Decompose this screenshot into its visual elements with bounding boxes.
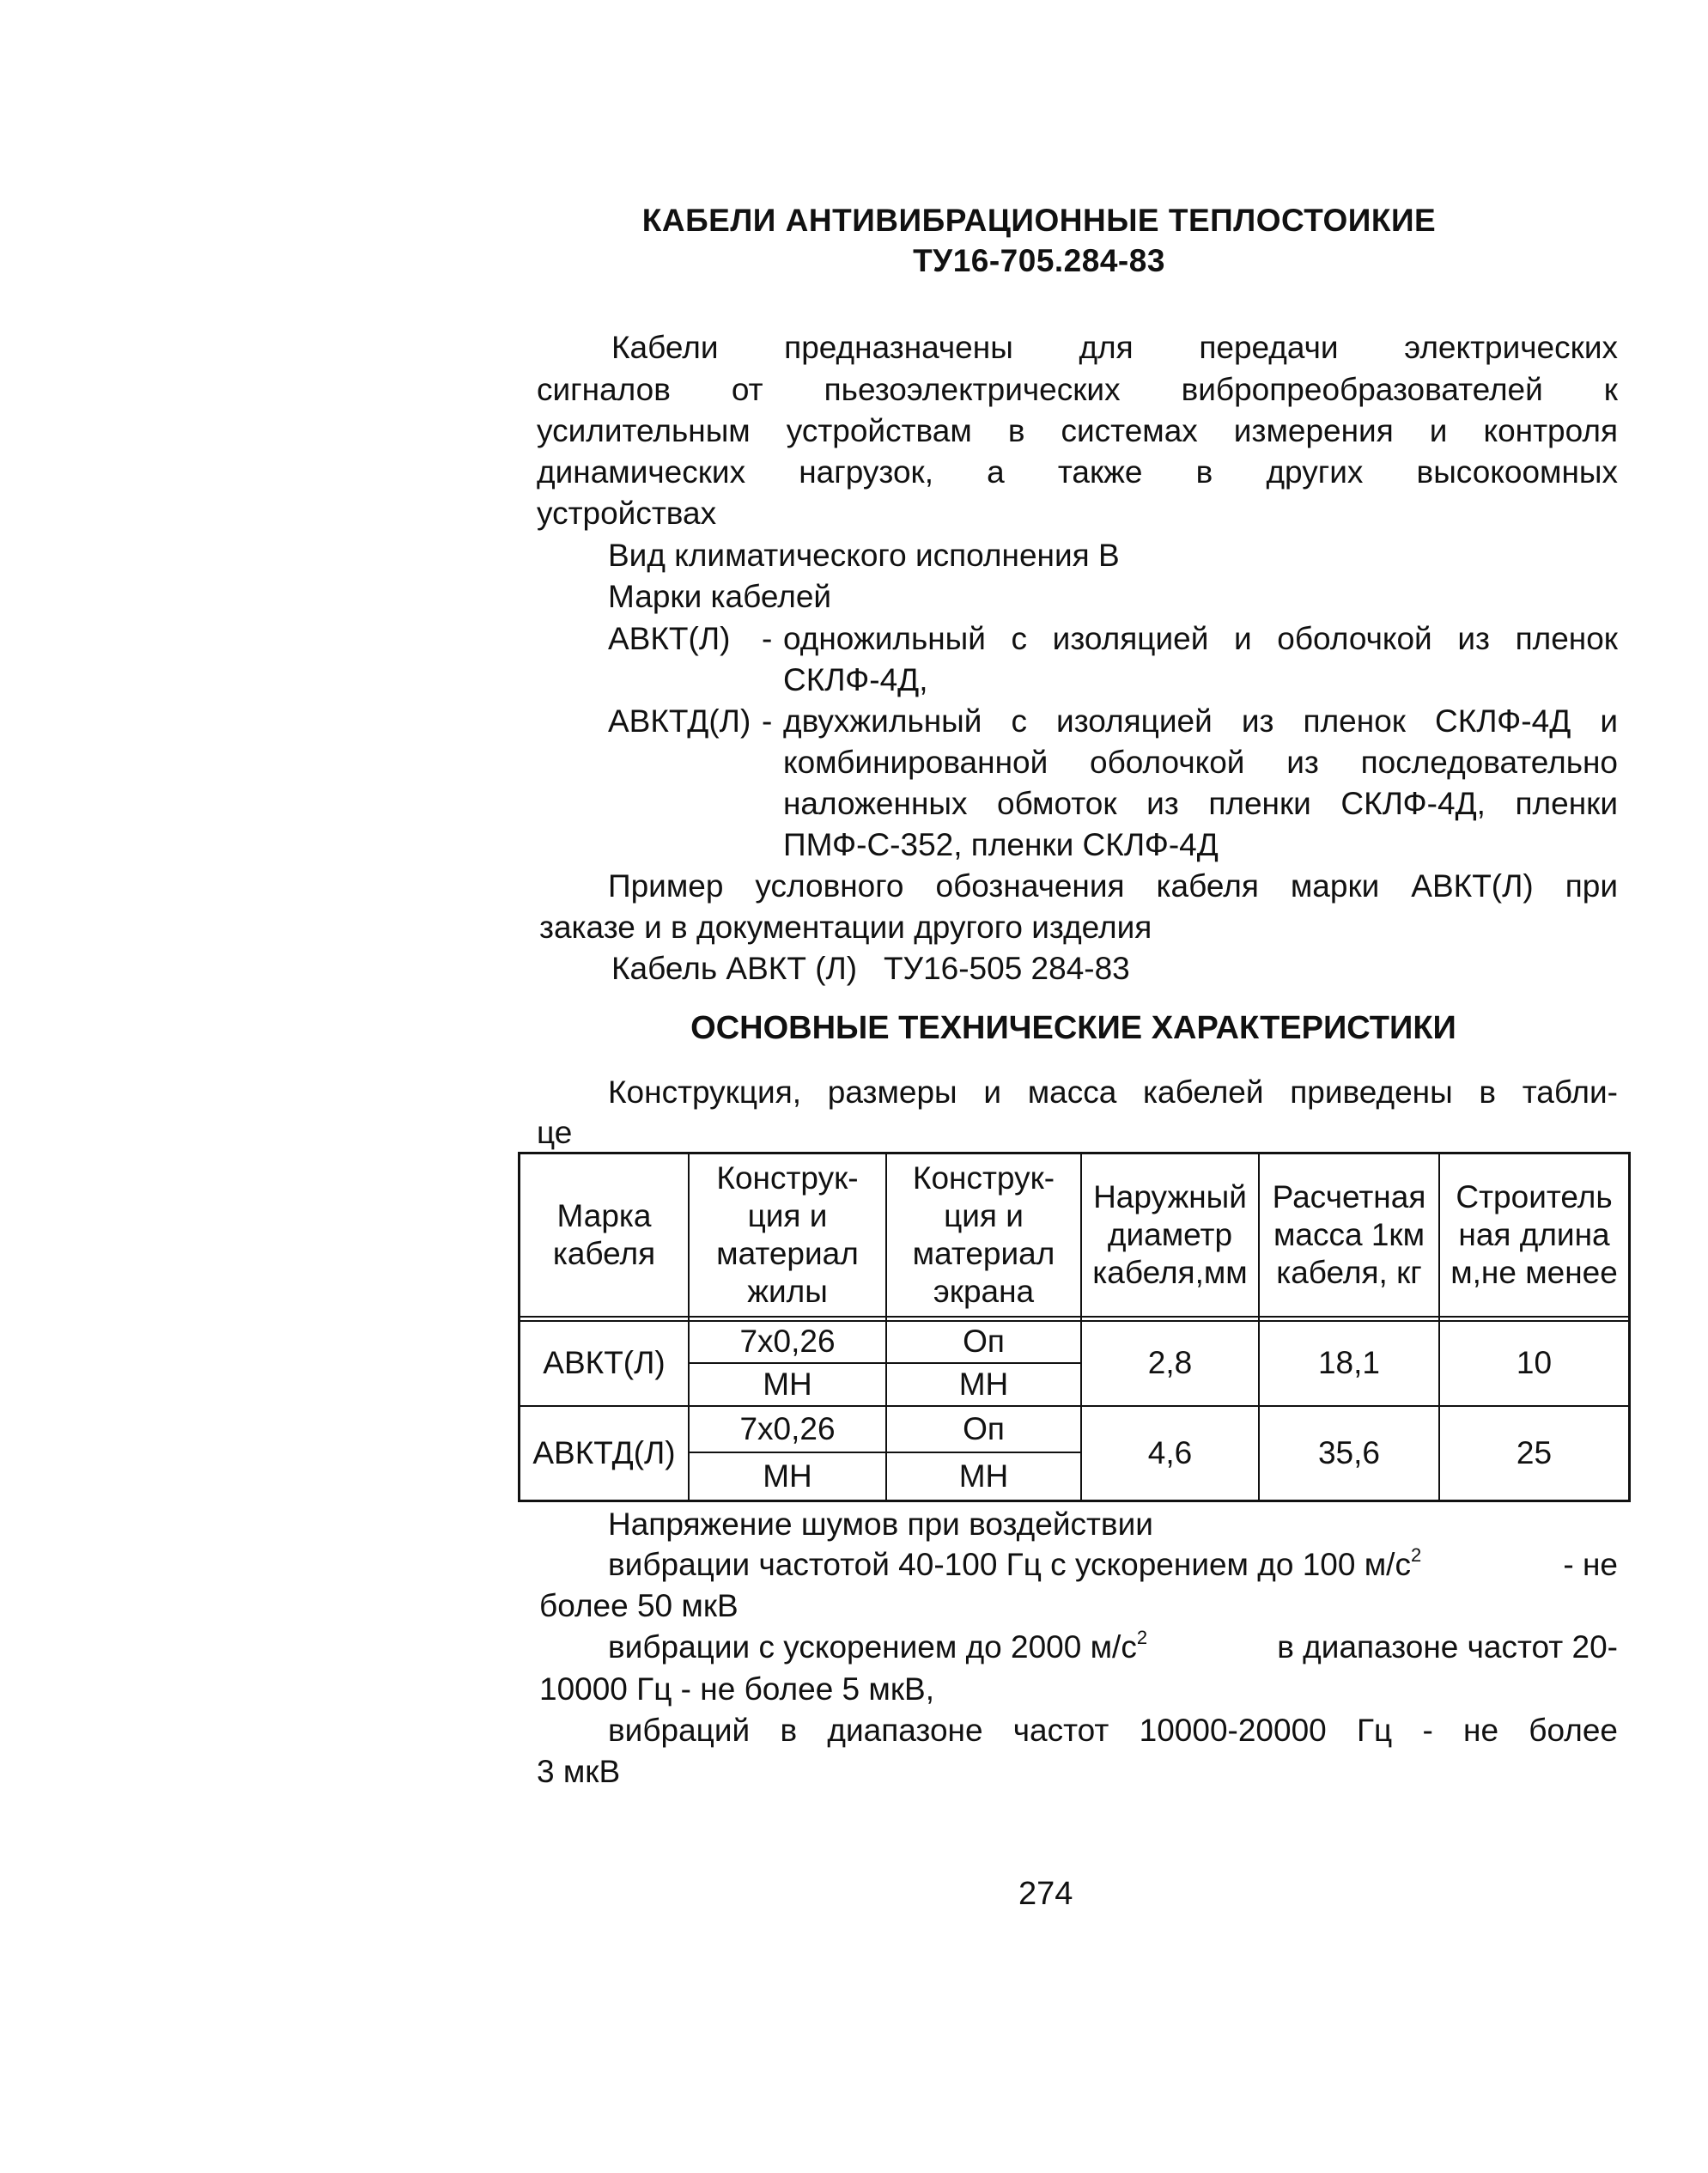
example-designation: Кабель АВКТ (Л) ТУ16-505 284-83 xyxy=(611,951,1130,986)
cell-diameter: 2,8 xyxy=(1147,1345,1193,1381)
header-text: кабеля,мм xyxy=(1092,1255,1248,1290)
header-screen xyxy=(887,1154,1080,1316)
cell-screen-bottom: МН xyxy=(958,1366,1009,1402)
brand-desc-line: ПМФ-С-352, пленки СКЛФ-4Д xyxy=(783,827,1219,862)
intro-line-2: сигналов от пьезоэлектрических вибропреобразователей к xyxy=(537,372,1618,407)
cell-screen-top: Оп xyxy=(963,1324,1005,1360)
header-text: ция и xyxy=(747,1197,828,1233)
cell-mass: 35,6 xyxy=(1317,1434,1380,1470)
intro-line-5: устройствах xyxy=(537,496,717,531)
cell-screen-top: Оп xyxy=(963,1410,1005,1446)
brand-desc-line: одножильный с изоляцией и оболочкой из пленок xyxy=(783,621,1618,656)
intro-line-3: усилительным устройствам в системах измерения и контроля xyxy=(537,413,1618,448)
cell-core-bottom: МН xyxy=(763,1458,812,1494)
superscript: 2 xyxy=(1410,1544,1422,1566)
cell-mass: 18,1 xyxy=(1317,1345,1380,1381)
brand-desc-line: наложенных обмоток из пленки СКЛФ-4Д, пленки xyxy=(783,786,1618,821)
table-intro-line-2: це xyxy=(537,1115,573,1150)
noise-item-1-text xyxy=(608,1544,1422,1582)
superscript: 2 xyxy=(1136,1627,1148,1648)
noise-item-3-line-2: 3 мкВ xyxy=(537,1754,621,1789)
cell-brand: АВКТД(Л) xyxy=(532,1434,676,1470)
header-text: жилы xyxy=(747,1274,828,1310)
noise-text: вибрации частотой 40-100 Гц с ускорением до 100 м/с xyxy=(608,1547,1411,1582)
cell-brand: АВКТ(Л) xyxy=(543,1345,666,1381)
header-text: ная длина xyxy=(1458,1216,1610,1252)
noise-text: в диапазоне частот 20- xyxy=(1267,1629,1618,1665)
cell-core-top: 7х0,26 xyxy=(739,1324,836,1360)
header-core xyxy=(690,1154,885,1316)
header-text: ция и xyxy=(944,1197,1024,1233)
header-double-rule xyxy=(520,1316,1628,1322)
noise-item-1-line-2: более 50 мкВ xyxy=(539,1588,739,1623)
brand-desc-line: СКЛФ-4Д, xyxy=(783,662,928,697)
header-brand xyxy=(520,1154,688,1316)
header-text: Строитель xyxy=(1456,1178,1613,1214)
cell-length: 10 xyxy=(1516,1345,1553,1381)
table-intro-line-1: Конструкция, размеры и масса кабелей приведены в табли- xyxy=(608,1074,1618,1110)
page-title: КАБЕЛИ АНТИВИБРАЦИОННЫЕ ТЕПЛОСТОИКИЕ xyxy=(641,203,1437,238)
cell-screen-bottom: МН xyxy=(958,1458,1009,1494)
cable-table xyxy=(518,1152,1631,1502)
header-text: м,не менее xyxy=(1450,1255,1618,1290)
header-text: Конструк- xyxy=(912,1160,1055,1196)
page-number: 274 xyxy=(1018,1876,1073,1912)
noise-item-2-text xyxy=(608,1627,1148,1665)
header-text: экрана xyxy=(933,1274,1035,1310)
header-text: материал xyxy=(912,1236,1055,1271)
brand-dash: - xyxy=(762,703,773,739)
intro-line-4: динамических нагрузок, а также в других высокоомных xyxy=(537,454,1618,490)
brand-name: АВКТД(Л) xyxy=(608,703,751,739)
noise-intro: Напряжение шумов при воздействии xyxy=(608,1506,1153,1542)
header-text: Наружный xyxy=(1093,1178,1247,1214)
header-diameter xyxy=(1082,1154,1258,1316)
noise-text: - не xyxy=(1554,1547,1618,1582)
cell-diameter: 4,6 xyxy=(1147,1434,1193,1470)
brand-desc-line: комбинированной оболочкой из последовательно xyxy=(783,745,1618,780)
noise-item-2-line-2: 10000 Гц - не более 5 мкВ, xyxy=(539,1671,934,1707)
spec-number: ТУ16-705.284-83 xyxy=(913,243,1165,278)
climate-text: Вид климатического исполнения В xyxy=(608,538,1120,573)
noise-item-2 xyxy=(608,1627,1618,1665)
header-text: материал xyxy=(716,1236,859,1271)
example-line-2: заказе и в документации другого изделия xyxy=(539,910,1152,945)
intro-line-1: Кабели предназначены для передачи электрических xyxy=(611,330,1618,365)
cell-core-top: 7х0,26 xyxy=(739,1410,836,1446)
brand-dash: - xyxy=(762,621,773,656)
header-text: Расчетная xyxy=(1272,1178,1426,1214)
header-text: Конструк- xyxy=(716,1160,859,1196)
section-heading: ОСНОВНЫЕ ТЕХНИЧЕСКИЕ ХАРАКТЕРИСТИКИ xyxy=(690,1010,1456,1046)
brands-heading: Марки кабелей xyxy=(608,579,832,614)
cell-core-bottom: МН xyxy=(763,1366,812,1402)
example-line-1: Пример условного обозначения кабеля марки АВКТ(Л) при xyxy=(608,868,1618,904)
header-length xyxy=(1440,1154,1628,1316)
brand-name: АВКТ(Л) xyxy=(608,621,731,656)
noise-text: вибрации с ускорением до 2000 м/с xyxy=(608,1629,1137,1665)
noise-item-3: вибраций в диапазоне частот 10000-20000 Гц - не более xyxy=(608,1713,1618,1748)
header-text: Марка xyxy=(556,1197,652,1233)
header-mass xyxy=(1260,1154,1438,1316)
header-text: кабеля xyxy=(552,1236,656,1271)
cell-length: 25 xyxy=(1516,1434,1553,1470)
header-text: кабеля, кг xyxy=(1276,1255,1422,1290)
header-text: масса 1км xyxy=(1273,1216,1425,1252)
header-text: диаметр xyxy=(1107,1216,1233,1252)
brand-desc-line: двухжильный с изоляцией из пленок СКЛФ-4Д и xyxy=(783,703,1618,739)
noise-item-1 xyxy=(608,1544,1618,1582)
